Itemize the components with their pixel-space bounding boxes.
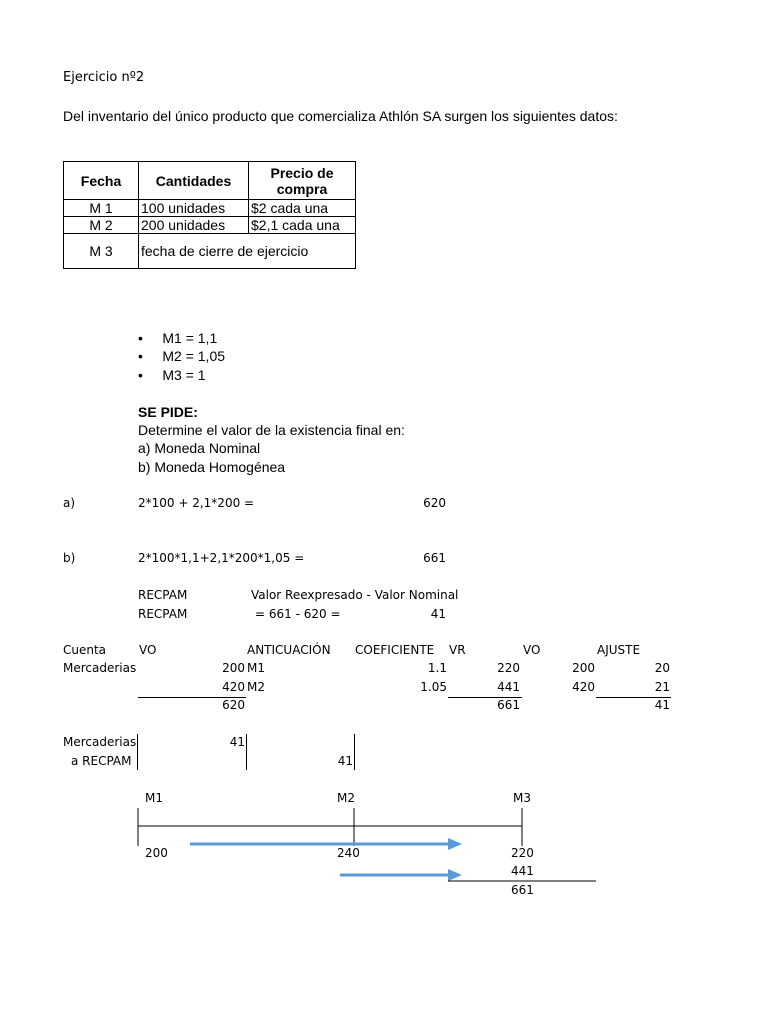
arrow-head-m2 bbox=[448, 869, 462, 881]
col-header-vo2: VO bbox=[523, 643, 541, 657]
col-header-ajuste: AJUSTE bbox=[597, 643, 641, 657]
col-header-vr: VR bbox=[449, 643, 466, 657]
header-cantidades: Cantidades bbox=[139, 162, 249, 200]
coef-item-m2: • M2 = 1,05 bbox=[138, 348, 226, 364]
col-header-cuenta: Cuenta bbox=[63, 643, 107, 657]
timeline-label-m2: M2 bbox=[337, 791, 355, 805]
row1-ajuste: 20 bbox=[654, 661, 670, 675]
journal-debit-value: 41 bbox=[229, 735, 245, 749]
recpam-value: 41 bbox=[430, 607, 446, 621]
timeline-value-m3a: 220 bbox=[511, 846, 534, 860]
se-pide-line: b) Moneda Homogénea bbox=[138, 459, 286, 475]
timeline-value-m1: 200 bbox=[145, 846, 168, 860]
calc-b-label: b) bbox=[63, 551, 76, 565]
row2-coef: 1.05 bbox=[420, 680, 447, 694]
recpam-formula: Valor Reexpresado - Valor Nominal bbox=[251, 588, 459, 602]
total-vo: 620 bbox=[222, 698, 245, 712]
total-ajuste: 41 bbox=[654, 698, 670, 712]
intro-text: Del inventario del único producto que comercializa Athlón SA surgen los siguientes datos: bbox=[63, 108, 618, 124]
calc-a-formula: 2*100 + 2,1*200 = bbox=[138, 496, 255, 510]
journal-credit-account: a RECPAM bbox=[71, 754, 132, 768]
timeline-value-m2: 240 bbox=[337, 846, 360, 860]
row2-anticuacion: M2 bbox=[247, 680, 265, 694]
total-vr: 661 bbox=[497, 698, 520, 712]
recpam-label: RECPAM bbox=[138, 588, 188, 602]
header-fecha: Fecha bbox=[64, 162, 139, 200]
calc-b-result: 661 bbox=[423, 551, 446, 565]
timeline-label-m3: M3 bbox=[513, 791, 531, 805]
row2-vo: 420 bbox=[222, 680, 245, 694]
col-header-coeficiente: COEFICIENTE bbox=[355, 643, 435, 657]
recpam-calc: = 661 - 620 = bbox=[255, 607, 341, 621]
row1-anticuacion: M1 bbox=[247, 661, 265, 675]
calc-a-result: 620 bbox=[423, 496, 446, 510]
timeline-label-m1: M1 bbox=[145, 791, 163, 805]
arrow-head-m1 bbox=[448, 838, 462, 850]
col-header-anticuacion: ANTICUACIÓN bbox=[247, 643, 331, 657]
row1-vr: 220 bbox=[497, 661, 520, 675]
coef-item-m1: • M1 = 1,1 bbox=[138, 330, 218, 346]
table-row: M 2 200 unidades $2,1 cada una bbox=[64, 217, 356, 234]
header-precio: Precio de compra bbox=[249, 162, 356, 200]
journal-credit-value: 41 bbox=[337, 754, 353, 768]
account-name: Mercaderias bbox=[63, 661, 137, 675]
coef-item-m3: • M3 = 1 bbox=[138, 367, 206, 383]
se-pide-heading: SE PIDE: bbox=[138, 404, 198, 420]
timeline-value-total: 661 bbox=[511, 883, 534, 897]
row1-vo2: 200 bbox=[572, 661, 595, 675]
calc-b-formula: 2*100*1,1+2,1*200*1,05 = bbox=[138, 551, 305, 565]
journal-debit-account: Mercaderias bbox=[63, 735, 137, 749]
exercise-title: Ejercicio nº2 bbox=[63, 70, 145, 85]
row2-ajuste: 21 bbox=[654, 680, 670, 694]
col-header-vo: VO bbox=[139, 643, 157, 657]
row1-vo: 200 bbox=[222, 661, 245, 675]
row2-vo2: 420 bbox=[572, 680, 595, 694]
row1-coef: 1.1 bbox=[427, 661, 447, 675]
table-row: M 3 fecha de cierre de ejercicio bbox=[64, 234, 356, 269]
se-pide-line: Determine el valor de la existencia final en: bbox=[138, 422, 405, 438]
timeline-value-m3b: 441 bbox=[511, 864, 534, 878]
recpam-label: RECPAM bbox=[138, 607, 188, 621]
se-pide-line: a) Moneda Nominal bbox=[138, 440, 261, 456]
row2-vr: 441 bbox=[497, 680, 520, 694]
calc-a-label: a) bbox=[63, 496, 76, 510]
table-row: M 1 100 unidades $2 cada una bbox=[64, 200, 356, 217]
